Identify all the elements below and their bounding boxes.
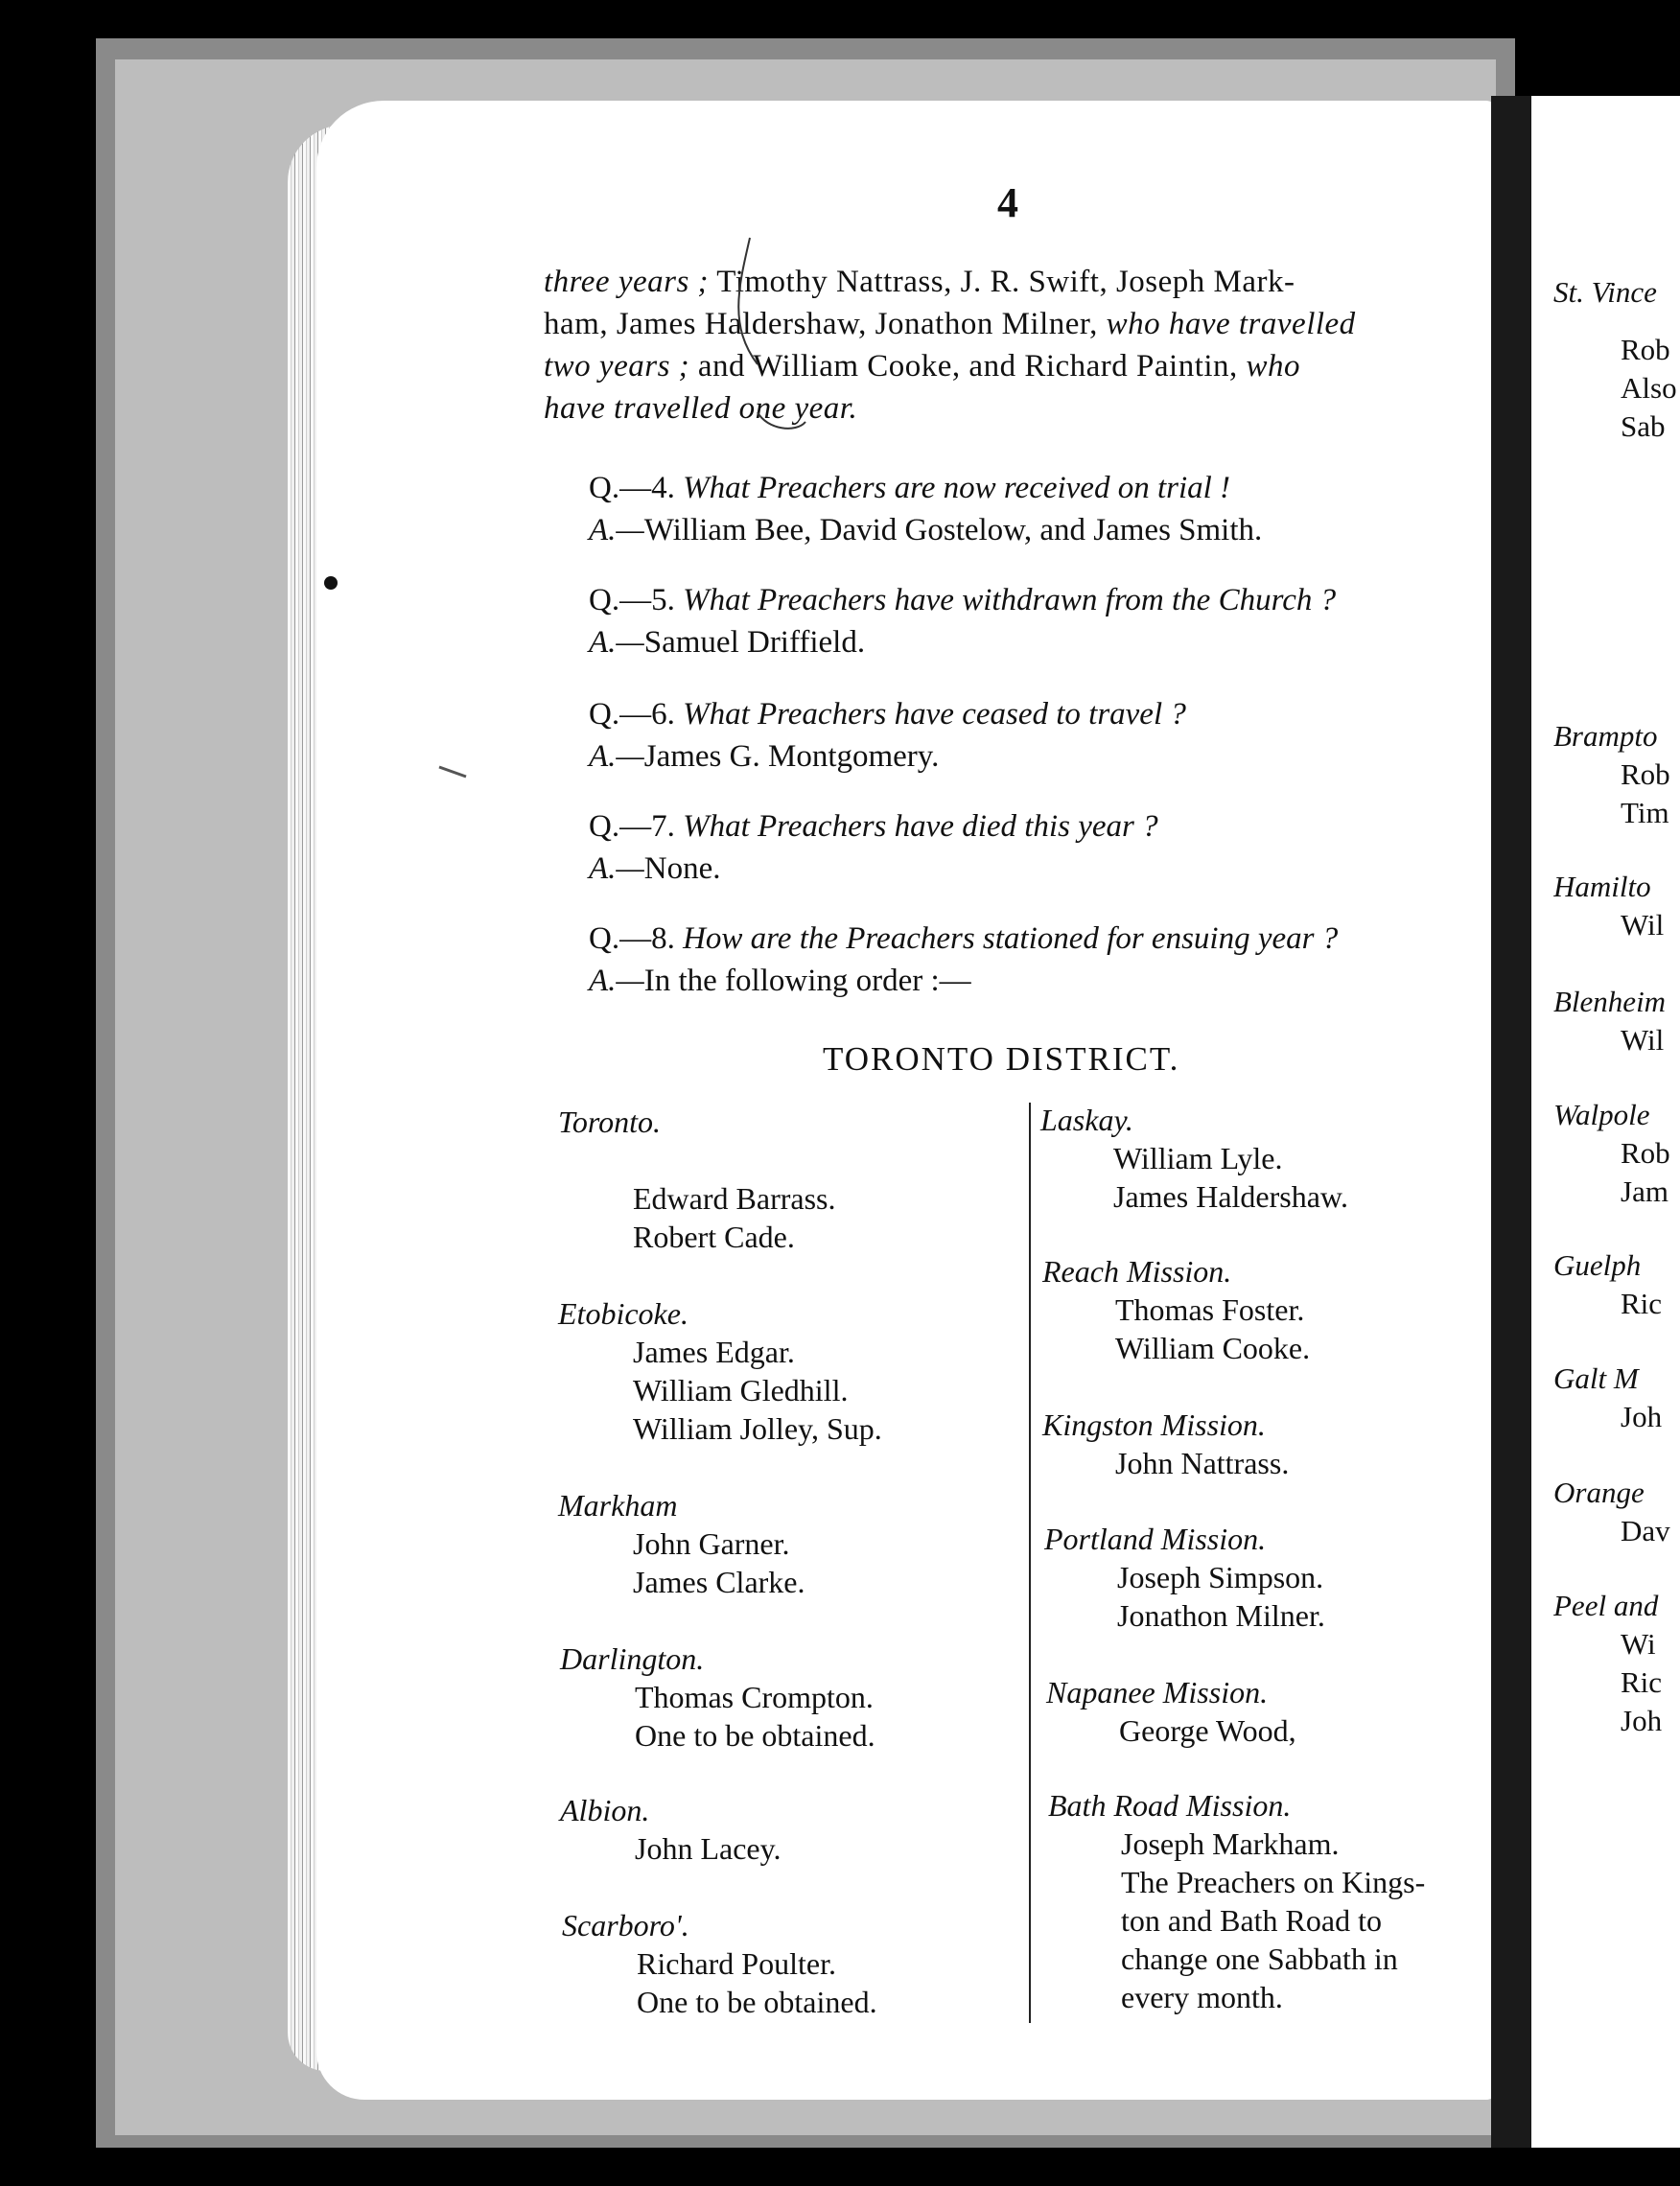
- adjacent-station: Galt M Joh: [1553, 1361, 1663, 1433]
- qa-item-7: Q.—7. What Preachers have died this year ? A.—None.: [589, 809, 1158, 886]
- station-place: Etobicoke.: [558, 1296, 688, 1331]
- margin-mark: [324, 576, 338, 590]
- station-place: Portland Mission.: [1044, 1522, 1267, 1556]
- preacher-name: William Lyle.: [1113, 1141, 1283, 1175]
- preacher-name: William Gledhill.: [633, 1373, 849, 1407]
- margin-mark: [439, 767, 466, 777]
- preacher-name: Richard Poulter.: [637, 1946, 836, 1981]
- preacher-name: One to be obtained.: [635, 1718, 875, 1753]
- station-place: Bath Road Mission.: [1048, 1788, 1292, 1823]
- station-place: Markham: [558, 1488, 678, 1523]
- intro-line: ham, James Haldershaw, Jonathon Milner, who have travelled: [544, 307, 1356, 341]
- note-line: change one Sabbath in: [1121, 1942, 1398, 1976]
- preacher-name: Robert Cade.: [633, 1220, 795, 1254]
- station-place: Albion.: [560, 1793, 650, 1827]
- station-place: Darlington.: [560, 1641, 705, 1676]
- preacher-name: John Nattrass.: [1115, 1446, 1290, 1480]
- pencil-mark: [738, 238, 758, 364]
- preacher-name: William Cooke.: [1115, 1331, 1311, 1365]
- qa-item-4: Q.—4. What Preachers are now received on trial ! A.—William Bee, David Gostelow, and James Smith.: [589, 471, 1263, 547]
- adjacent-station: Hamilto Wil: [1553, 870, 1665, 942]
- intro-line: have travelled one year.: [544, 391, 858, 426]
- preacher-name: James Clarke.: [633, 1565, 805, 1599]
- preacher-name: James Edgar.: [633, 1335, 795, 1369]
- intro-line: two years ; and William Cooke, and Richard Paintin, who: [544, 349, 1301, 384]
- station-place: Napanee Mission.: [1046, 1675, 1269, 1709]
- adjacent-station: Guelph Ric: [1553, 1248, 1663, 1320]
- preacher-name: John Garner.: [633, 1526, 790, 1561]
- intro-line: three years ; Timothy Nattrass, J. R. Swift, Joseph Mark-: [544, 265, 1295, 299]
- adjacent-station: Peel and Wi Ric Joh: [1553, 1589, 1663, 1737]
- preacher-name: George Wood,: [1119, 1713, 1296, 1748]
- station-place: Laskay.: [1040, 1103, 1133, 1137]
- qa-item-5: Q.—5. What Preachers have withdrawn from the Church ? A.—Samuel Driffield.: [589, 583, 1337, 660]
- preacher-name: Thomas Foster.: [1115, 1292, 1305, 1327]
- station-place: Scarboro'.: [562, 1908, 689, 1942]
- station-place: Toronto.: [558, 1105, 662, 1139]
- adjacent-station: St. Vince Rob Also Sab: [1553, 275, 1677, 443]
- qa-item-8: Q.—8. How are the Preachers stationed for ensuing year ? A.—In the following order :—: [589, 921, 1339, 998]
- note-line: every month.: [1121, 1980, 1283, 2014]
- preacher-name: Jonathon Milner.: [1117, 1598, 1325, 1633]
- note-line: The Preachers on Kings-: [1121, 1865, 1426, 1899]
- preacher-name: William Jolley, Sup.: [633, 1411, 882, 1446]
- station-place: Reach Mission.: [1042, 1254, 1232, 1289]
- preacher-name: Joseph Simpson.: [1117, 1560, 1324, 1594]
- preacher-name: James Haldershaw.: [1113, 1179, 1348, 1214]
- page-number: 4: [997, 179, 1018, 226]
- preacher-name: Thomas Crompton.: [635, 1680, 874, 1714]
- preacher-name: Joseph Markham.: [1121, 1826, 1340, 1861]
- preacher-name: John Lacey.: [635, 1831, 782, 1866]
- pencil-mark: [758, 412, 805, 429]
- adjacent-station: Brampto Rob Tim: [1553, 719, 1670, 829]
- adjacent-station: Orange Dav: [1553, 1476, 1670, 1547]
- preacher-name: Edward Barrass.: [633, 1181, 836, 1216]
- station-place: Kingston Mission.: [1042, 1407, 1266, 1442]
- adjacent-station: Blenheim Wil: [1553, 985, 1667, 1057]
- adjacent-station: Walpole Rob Jam: [1553, 1098, 1670, 1208]
- note-line: ton and Bath Road to: [1121, 1903, 1382, 1938]
- qa-item-6: Q.—6. What Preachers have ceased to travel ? A.—James G. Montgomery.: [589, 697, 1186, 774]
- preacher-name: One to be obtained.: [637, 1985, 877, 2019]
- district-title: TORONTO DISTRICT.: [823, 1040, 1180, 1078]
